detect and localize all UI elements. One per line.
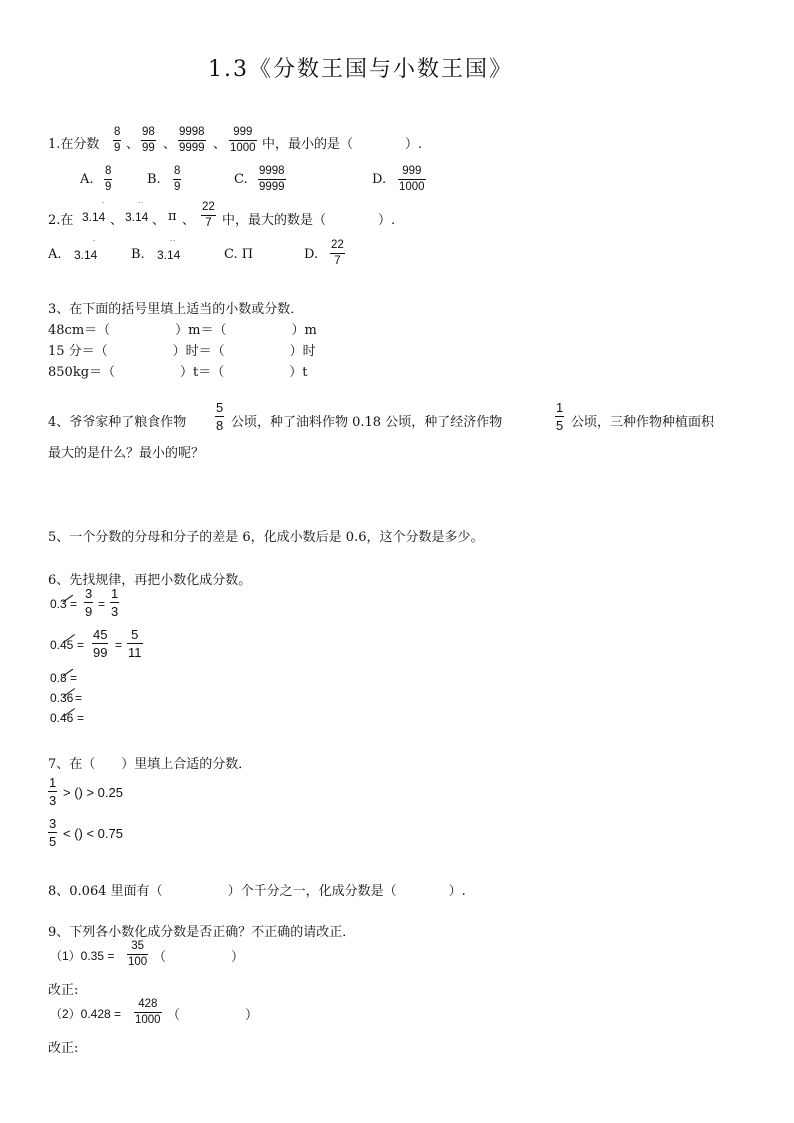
repeat-dot-icon: ˙˙ <box>138 201 144 211</box>
q1-frac-2: 98 99 <box>142 126 155 154</box>
q9-part-2-label: （2）0.428 = <box>50 1007 122 1021</box>
q5-text: 5、一个分数的分母和分子的差是 6，化成小数后是 0.6，这个分数是多少。 <box>48 530 484 545</box>
repeat-dot-icon: ˙ <box>102 201 105 211</box>
repeat-dot-icon: ˙ <box>93 239 96 249</box>
q3-line-1: 48cm＝（ ）m＝（ ）m <box>48 323 317 338</box>
q3-heading: 3、在下面的括号里填上适当的小数或分数． <box>48 302 304 317</box>
q7-row-2-rest: < () < 0.75 <box>63 826 123 841</box>
q2-option-b-value: 3.14 <box>157 248 181 262</box>
q1-option-b: B. <box>147 172 161 187</box>
page-title: 1.3《分数王国与小数王国》 <box>208 57 513 82</box>
q3-line-2: 15 分＝（ ）时＝（ ）时 <box>48 344 316 359</box>
q1-option-d: D. <box>372 172 387 187</box>
q9-fix-1-label: 改正: <box>48 983 79 998</box>
q9-fix-2-label: 改正: <box>48 1041 79 1056</box>
q6-equals: = <box>77 711 85 725</box>
q2-option-d-frac: 22 7 <box>331 239 344 267</box>
q6-equals: = <box>77 638 85 652</box>
q6-equals: = <box>70 671 78 685</box>
q4-part-2: 公顷，种了油料作物 0.18 公顷，种了经济作物 <box>231 415 503 430</box>
repeat-dot-icon: ˙˙ <box>170 239 176 249</box>
q1-option-a: A. <box>80 172 94 187</box>
q1-option-c-frac: 9998 9999 <box>259 165 285 193</box>
q1-option-c: C. <box>234 172 248 187</box>
q9-part-1-label: （1）0.35 = <box>50 949 115 963</box>
q2-option-a: A. <box>48 247 62 262</box>
q9-part-2-blank: （ ） <box>167 1008 259 1023</box>
q4-part-1: 4、爷爷家种了粮食作物 <box>48 415 187 430</box>
q1-frac-1: 8 9 <box>114 126 121 154</box>
q6-example-1-frac-2: 1 3 <box>111 586 119 619</box>
q6-example-1-frac-1: 3 9 <box>85 586 93 619</box>
q4-frac-2: 1 5 <box>556 400 564 433</box>
q2-suffix: 中，最大的数是（ ）. <box>222 213 396 228</box>
q6-equals: = <box>115 638 123 652</box>
q2-option-d: D. <box>304 247 319 262</box>
q2-option-c: C. Π <box>224 247 254 262</box>
q3-line-3: 850kg＝（ ）t＝（ ）t <box>48 365 308 380</box>
q1-sep: 、 <box>163 137 177 152</box>
q2-num-1: 3.14 <box>82 210 106 224</box>
q6-example-2-decimal: 0.45 <box>50 638 74 652</box>
q6-heading: 6、先找规律，再把小数化成分数。 <box>48 573 252 588</box>
q1-option-a-frac: 8 9 <box>105 165 112 193</box>
q2-num-2: 3.14 <box>125 210 149 224</box>
q6-equals: = <box>75 691 83 705</box>
q1-sep: 、 <box>213 137 227 152</box>
q6-line-3-decimal: 0.8 <box>50 671 67 685</box>
q2-prefix: 2.在 <box>48 213 74 228</box>
q2-option-a-value: 3.14 <box>74 248 98 262</box>
q6-example-2-frac-1: 45 99 <box>93 627 108 660</box>
q2-option-b: B. <box>131 247 145 262</box>
q4-frac-1: 5 8 <box>216 400 224 433</box>
q6-example-1-decimal: 0.3 <box>50 597 67 611</box>
q6-line-5-decimal: 0.46 <box>50 711 74 725</box>
q1-prefix: 1.在分数 <box>48 137 100 152</box>
q7-heading: 7、在（ ）里填上合适的分数． <box>48 757 252 772</box>
q7-row-1-rest: > () > 0.25 <box>63 785 123 800</box>
q8-text: 8、0.064 里面有（ ）个千分之一，化成分数是（ ）. <box>48 884 466 899</box>
q7-row-2-frac: 3 5 <box>49 816 57 849</box>
q1-suffix: 中，最小的是（ ）. <box>262 137 423 152</box>
q1-option-d-frac: 999 1000 <box>399 165 425 193</box>
q2-sep: 、 <box>110 213 124 228</box>
q2-sep: 、 <box>152 213 166 228</box>
q2-pi: π <box>168 209 177 224</box>
q6-equals: = <box>98 597 106 611</box>
q1-frac-3: 9998 9999 <box>179 126 205 154</box>
q1-frac-4: 999 1000 <box>230 126 256 154</box>
q9-heading: 9、下列各小数化成分数是否正确？不正确的请改正． <box>48 925 356 940</box>
q9-part-1-blank: （ ） <box>153 950 245 965</box>
q7-row-1-frac: 1 3 <box>49 775 57 808</box>
q1-option-b-frac: 8 9 <box>174 165 181 193</box>
q4-part-3: 公顷，三种作物种植面积 <box>571 415 715 430</box>
q6-equals: = <box>70 597 78 611</box>
q1-sep: 、 <box>126 137 140 152</box>
q6-line-4-decimal: 0.36 <box>50 691 74 705</box>
q4-line-2: 最大的是什么？最小的呢？ <box>48 446 205 461</box>
q2-frac: 22 7 <box>202 201 215 229</box>
q9-part-2-frac: 428 1000 <box>135 998 161 1026</box>
q6-example-2-frac-2: 5 11 <box>128 627 142 660</box>
q9-part-1-frac: 35 100 <box>128 940 148 968</box>
q2-sep: 、 <box>182 213 196 228</box>
